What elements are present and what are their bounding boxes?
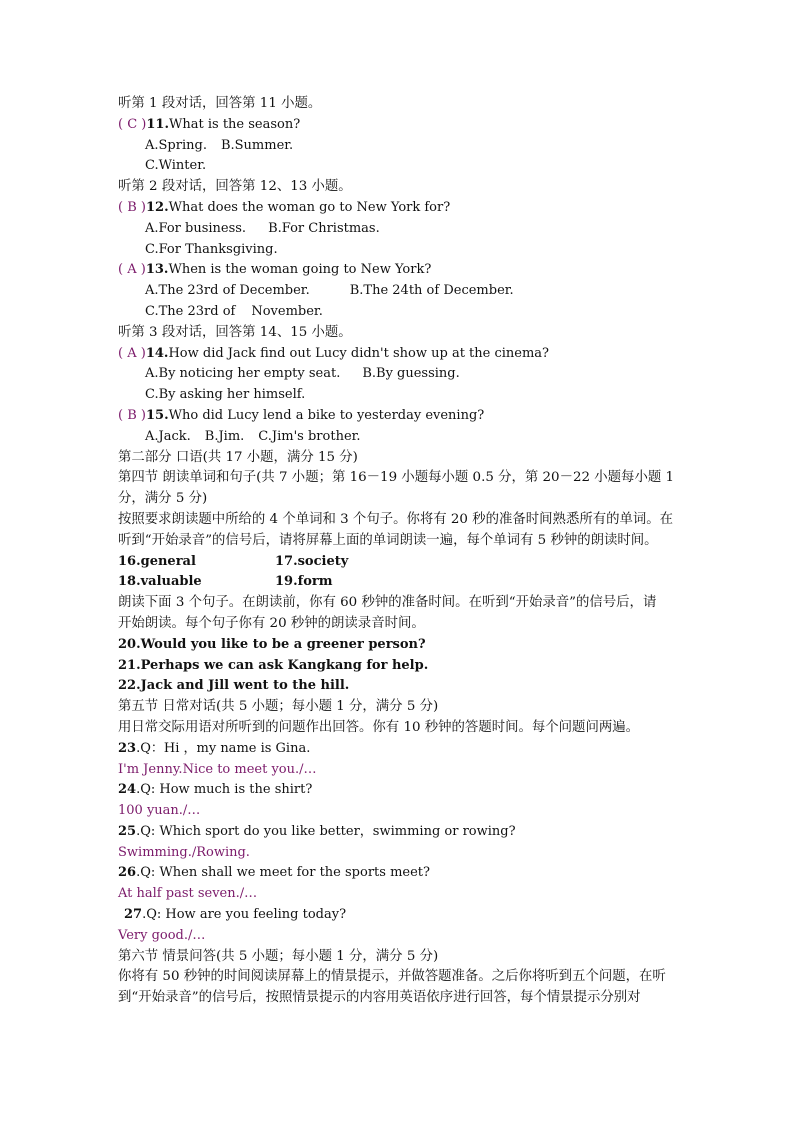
question-text: .Q: Which sport do you like better，swimming or rowing?: [136, 823, 516, 839]
option-a: A.Jack.: [145, 428, 191, 444]
word-17: 17.society: [275, 553, 349, 569]
answer-bracket-close: ): [136, 262, 146, 278]
sentence-20: 20.Would you like to be a greener person?: [118, 636, 426, 652]
option-c-part2: November.: [251, 303, 323, 319]
read-sentences-instruction-line2: 开始朗读。每个句子你有 20 秒钟的朗读录音时间。: [118, 615, 425, 631]
document-page: [118, 94, 682, 1009]
option-b: B.Summer.: [220, 137, 294, 153]
answer-letter: B: [127, 199, 137, 215]
question-number: 15.: [146, 407, 169, 423]
read-sentences-instruction-line1: 朗读下面 3 个句子。在朗读前，你有 60 秒钟的准备时间。在听到“开始录音”的信号后，请: [118, 595, 657, 611]
section-6-heading: 第六节 情景问答(共 5 小题；每小题 1 分，满分 5 分): [118, 948, 439, 964]
question-text: .Q: When shall we meet for the sports meet?: [136, 865, 430, 881]
words-row-1: [118, 552, 682, 573]
answer-26: At half past seven./…: [118, 886, 258, 902]
question-26: [118, 863, 682, 884]
question-text: What does the woman go to New York for?: [168, 199, 451, 215]
option-a: A.By noticing her empty seat.: [145, 366, 341, 382]
question-number: 23: [118, 740, 137, 756]
question-number: 26: [118, 865, 137, 881]
question-15-options: [118, 427, 682, 448]
option-a: A.Spring.: [145, 137, 207, 153]
option-b: B.The 24th of December.: [349, 283, 514, 299]
answer-23: I'm Jenny.Nice to meet you./…: [118, 761, 317, 777]
question-14-options-ab: [118, 364, 682, 385]
question-14: [118, 344, 682, 365]
sentence-21: 21.Perhaps we can ask Kangkang for help.: [118, 657, 429, 673]
question-12-option-c: [118, 240, 682, 261]
answer-bracket-open: (: [118, 116, 128, 132]
answer-bracket-open: (: [118, 262, 128, 278]
question-24: [118, 780, 682, 801]
read-words-instruction-line1: 按照要求朗读题中所给的 4 个单词和 3 个句子。你将有 20 秒的准备时间熟悉所有的单词。在: [118, 511, 674, 527]
question-23: [118, 739, 682, 760]
dialogue-3-instruction: 听第 3 段对话，回答第 14、15 小题。: [118, 324, 352, 340]
answer-27: Very good./…: [118, 927, 206, 943]
sentence-22: 22.Jack and Jill went to the hill.: [118, 678, 350, 694]
question-12: [118, 198, 682, 219]
question-13: [118, 260, 682, 281]
question-11-options-ab: [118, 136, 682, 157]
question-number: 13.: [145, 262, 169, 278]
dialogue-1-instruction: 听第 1 段对话，回答第 11 小题。: [118, 96, 322, 111]
question-15: [118, 406, 682, 427]
answer-bracket-close: ): [136, 407, 146, 423]
question-text: .Q：Hi ，my name is Gina.: [136, 740, 311, 756]
section-5-heading: 第五节 日常对话(共 5 小题；每小题 1 分，满分 5 分): [118, 699, 439, 715]
option-c: C.For Thanksgiving.: [145, 241, 278, 257]
answer-24: 100 yuan./…: [118, 803, 201, 819]
question-number: 14.: [145, 345, 169, 361]
scenario-instruction-line1: 你将有 50 秒钟的时间阅读屏幕上的情景提示，并做答题准备。之后你将听到五个问题，在听: [118, 969, 666, 985]
option-c-part1: C.The 23rd of: [145, 303, 236, 319]
scenario-instruction-line2: 到“开始录音”的信号后，按照情景提示的内容用英语依序进行回答，每个情景提示分别对: [118, 990, 641, 1006]
option-b: B.By guessing.: [362, 366, 460, 382]
question-25: [118, 822, 682, 843]
section-4-heading-line2: 分，满分 5 分): [118, 491, 208, 507]
word-19: 19.form: [275, 574, 333, 590]
option-a: A.The 23rd of December.: [145, 283, 310, 299]
question-11: [118, 115, 682, 136]
option-c: C.Jim's brother.: [258, 428, 361, 444]
answer-25: Swimming./Rowing.: [118, 844, 250, 860]
option-c: C.By asking her himself.: [145, 387, 306, 403]
question-number: 25: [118, 823, 137, 839]
words-row-2: [118, 572, 682, 593]
option-a: A.For business.: [145, 220, 247, 236]
dialogue-2-instruction: 听第 2 段对话，回答第 12、13 小题。: [118, 179, 352, 195]
question-text: .Q: How much is the shirt?: [136, 782, 313, 798]
read-words-instruction-line2: 听到“开始录音”的信号后，请将屏幕上面的单词朗读一遍，每个单词有 5 秒钟的朗读时间。: [118, 532, 658, 548]
word-16: 16.general: [118, 553, 196, 569]
answer-bracket-open: (: [118, 199, 128, 215]
question-12-options-ab: [118, 219, 682, 240]
answer-letter: C: [127, 116, 138, 132]
answer-letter: A: [127, 262, 137, 278]
answer-bracket-open: (: [118, 345, 128, 361]
question-text: Who did Lucy lend a bike to yesterday evening?: [168, 407, 485, 423]
question-11-option-c: [118, 156, 682, 177]
question-13-option-c: [118, 302, 682, 323]
question-number: 11.: [146, 116, 170, 132]
option-c: C.Winter.: [145, 158, 207, 174]
question-number: 12.: [146, 199, 169, 215]
part-2-heading: 第二部分 口语(共 17 小题，满分 15 分): [118, 449, 358, 465]
daily-dialogue-instruction: 用日常交际用语对所听到的问题作出回答。你有 10 秒钟的答题时间。每个问题问两遍。: [118, 719, 640, 735]
answer-bracket-close: ): [137, 116, 147, 132]
question-13-options-ab: [118, 281, 682, 302]
question-text: .Q: How are you feeling today?: [142, 907, 347, 923]
answer-bracket-close: ): [136, 199, 146, 215]
answer-bracket-open: (: [118, 407, 128, 423]
question-number: 27: [124, 907, 143, 923]
question-text: How did Jack find out Lucy didn't show up at the cinema?: [168, 345, 550, 361]
question-text: When is the woman going to New York?: [168, 262, 432, 278]
option-b: B.Jim.: [204, 428, 245, 444]
question-text: What is the season?: [169, 116, 301, 132]
answer-bracket-close: ): [136, 345, 146, 361]
option-b: B.For Christmas.: [268, 220, 380, 236]
question-number: 24: [118, 782, 137, 798]
answer-letter: B: [127, 407, 137, 423]
answer-letter: A: [127, 345, 137, 361]
section-4-heading-line1: 第四节 朗读单词和句子(共 7 小题；第 16－19 小题每小题 0.5 分，第 20－22 小题每小题 1: [118, 470, 674, 486]
question-27: [118, 905, 682, 926]
word-18: 18.valuable: [118, 574, 202, 590]
question-14-option-c: [118, 385, 682, 406]
